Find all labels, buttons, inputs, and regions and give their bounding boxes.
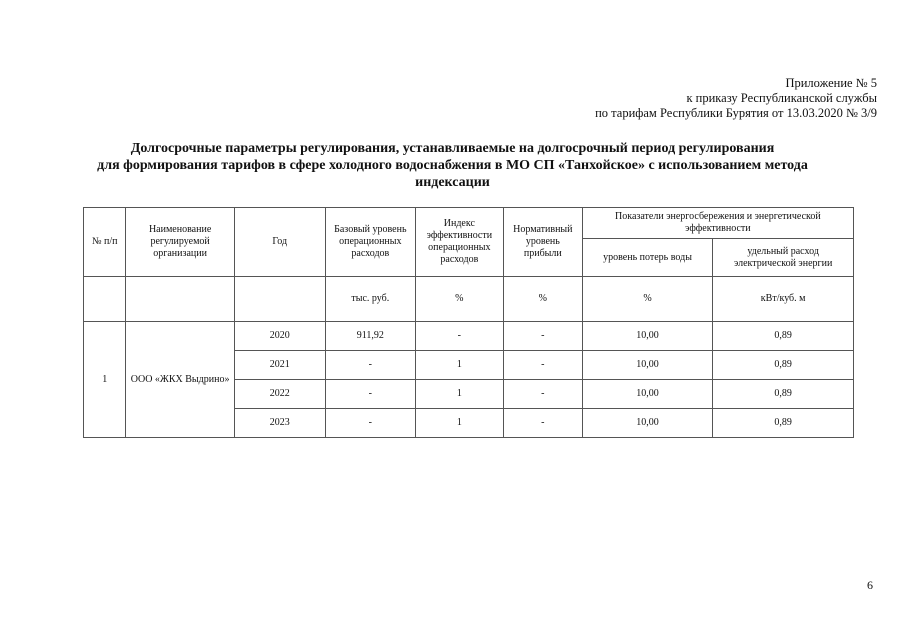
cell-water-loss: 10,00 (582, 322, 713, 351)
title-line-3: индексации (415, 175, 490, 190)
header-profit-level: Нормативный уровень прибыли (503, 208, 582, 277)
cell-efficiency-index: 1 (415, 380, 503, 409)
unit-water-loss: % (582, 277, 713, 322)
cell-base-level: - (325, 351, 415, 380)
header-base-level: Базовый уровень операционных расходов (325, 208, 415, 277)
title-line-2: для формирования тарифов в сфере холодного водоснабжения в МО СП «Танхойское» с использованием метода (97, 158, 808, 173)
header-org: Наименование регулируемой организации (126, 208, 234, 277)
cell-profit-level: - (503, 409, 582, 438)
cell-water-loss: 10,00 (582, 380, 713, 409)
cell-year: 2023 (234, 409, 325, 438)
header-water-loss: уровень потерь воды (582, 239, 713, 277)
units-empty-cell (84, 277, 126, 322)
cell-efficiency-index: 1 (415, 351, 503, 380)
cell-year: 2022 (234, 380, 325, 409)
unit-specific-consumption: кВт/куб. м (713, 277, 854, 322)
cell-year: 2020 (234, 322, 325, 351)
cell-base-level: - (325, 380, 415, 409)
cell-efficiency-index: 1 (415, 409, 503, 438)
cell-specific-consumption: 0,89 (713, 380, 854, 409)
appendix-header (595, 76, 877, 121)
unit-profit-level: % (503, 277, 582, 322)
page-number: 6 (867, 578, 873, 592)
units-empty-cell (234, 277, 325, 322)
cell-profit-level: - (503, 322, 582, 351)
cell-water-loss: 10,00 (582, 409, 713, 438)
header-efficiency-index: Индекс эффективности операционных расходов (415, 208, 503, 277)
cell-base-level: 911,92 (325, 322, 415, 351)
unit-efficiency-index: % (415, 277, 503, 322)
unit-base-level: тыс. руб. (325, 277, 415, 322)
cell-specific-consumption: 0,89 (713, 322, 854, 351)
header-year: Год (234, 208, 325, 277)
header-num: № п/п (84, 208, 126, 277)
document-title (60, 140, 845, 191)
cell-water-loss: 10,00 (582, 351, 713, 380)
cell-profit-level: - (503, 380, 582, 409)
cell-specific-consumption: 0,89 (713, 409, 854, 438)
header-energy-group: Показатели энергосбережения и энергетической эффективности (582, 208, 853, 239)
header-specific-consumption: удельный расход электрической энергии (713, 239, 854, 277)
cell-base-level: - (325, 409, 415, 438)
appendix-number: Приложение № 5 (785, 76, 877, 90)
row-org: ООО «ЖКХ Выдрино» (126, 322, 234, 438)
cell-year: 2021 (234, 351, 325, 380)
title-line-1: Долгосрочные параметры регулирования, устанавливаемые на долгосрочный период регулирования (130, 141, 775, 156)
units-empty-cell (126, 277, 234, 322)
cell-specific-consumption: 0,89 (713, 351, 854, 380)
units-row (84, 277, 854, 322)
cell-profit-level: - (503, 351, 582, 380)
cell-efficiency-index: - (415, 322, 503, 351)
appendix-order-date: по тарифам Республики Бурятия от 13.03.2020 № 3/9 (595, 106, 877, 120)
parameters-table (83, 207, 854, 438)
table-row (84, 322, 854, 351)
row-num: 1 (84, 322, 126, 438)
appendix-order-ref: к приказу Республиканской службы (686, 91, 877, 105)
